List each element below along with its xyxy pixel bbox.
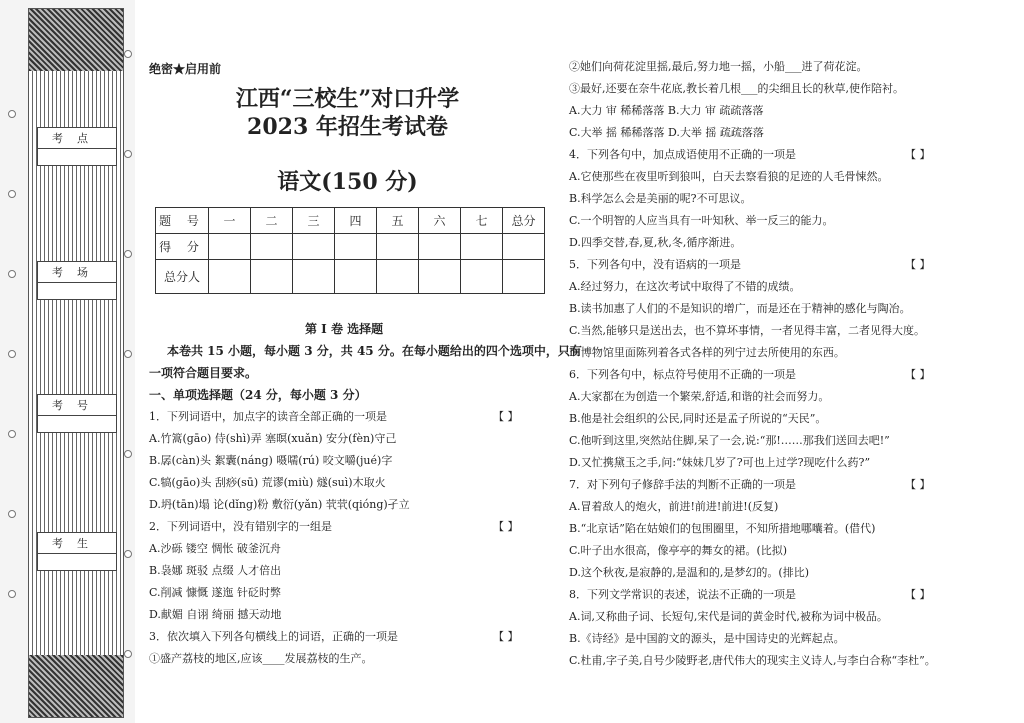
option-line: C.叶子出水很高，像亭亭的舞女的裙。(比拟) — [569, 544, 788, 557]
option-line: D.四季交替,春,夏,秋,冬,循序渐进。 — [569, 236, 742, 249]
question-3: 3．依次填入下列各句横线上的词语，正确的一项是 — [149, 630, 398, 643]
question-8: 8．下列文学常识的表述，说法不正确的一项是 — [569, 588, 796, 601]
question-4: 4．下列各句中，加点成语使用不正确的一项是 — [569, 148, 796, 161]
answer-bracket[interactable]: 【 】 — [905, 148, 931, 161]
exam-number-field[interactable] — [37, 394, 117, 433]
grader-cell[interactable] — [293, 260, 335, 294]
col-header: 五 — [377, 208, 419, 234]
option-line: A.竹篙(gāo) 侍(shì)弄 塞暝(xuǎn) 安分(fèn)守己 — [149, 432, 397, 445]
option-line: B.科学怎么会是美丽的呢?不可思议。 — [569, 192, 752, 205]
section-title: 第 I 卷 选择题 — [305, 322, 384, 336]
option-line: ①盛产荔枝的地区,应该____发展荔枝的生产。 — [149, 652, 373, 665]
sentence-line: ②她们向荷花淀里摇,最后,努力地一摇，小船___进了荷花淀。 — [569, 60, 868, 73]
col-header: 一 — [209, 208, 251, 234]
option-line: C.犒(gāo)头 刮痧(sū) 荒谬(miù) 燧(suì)木取火 — [149, 476, 386, 489]
examinee-label: 考生 — [38, 533, 116, 554]
option-line: B.读书加惠了人们的不是知识的增广，而是还在于精神的感化与陶冶。 — [569, 302, 911, 315]
grader-cell[interactable] — [461, 260, 503, 294]
option-line: D.又忙携黛玉之手,问:“妹妹几岁了?可也上过学?现吃什么药?” — [569, 456, 871, 469]
grader-cell[interactable] — [419, 260, 461, 294]
grader-cell[interactable] — [377, 260, 419, 294]
option-line: B.“北京话”陷在姑娘们的包围圈里，不知所措地哪囔着。(借代) — [569, 522, 876, 535]
question-1: 1．下列词语中，加点字的读音全部正确的一项是 — [149, 410, 387, 423]
subject-title: 语文(150 分) — [277, 169, 418, 195]
option-line: C.他听到这里,突然站住脚,呆了一会,说:“那!……那我们送回去吧!” — [569, 434, 890, 447]
col-header: 六 — [419, 208, 461, 234]
grader-row — [156, 260, 545, 294]
score-cell[interactable] — [335, 234, 377, 260]
option-line: A.冒着敌人的炮火，前进!前进!前进!(反复) — [569, 500, 779, 513]
option-line: B.《诗经》是中国韵文的源头，是中国诗史的光辉起点。 — [569, 632, 845, 645]
score-cell[interactable] — [503, 234, 545, 260]
question-2: 2．下列词语中，没有错别字的一组是 — [149, 520, 332, 533]
option-line: C.大举 摇 稀稀落落 D.大举 摇 疏疏落落 — [569, 126, 764, 139]
secret-mark: 绝密★启用前 — [149, 62, 222, 76]
option-line: A.词,又称曲子词、长短句,宋代是词的黄金时代,被称为词中极品。 — [569, 610, 888, 623]
answer-bracket[interactable]: 【 】 — [493, 410, 519, 423]
option-line: A.它使那些在夜里听到狼叫，白天去察看狼的足迹的人毛骨悚然。 — [569, 170, 889, 183]
instruction-line2: 一项符合题目要求。 — [149, 366, 258, 380]
score-row — [156, 234, 545, 260]
option-line: B.袅娜 斑驳 点缀 人才倍出 — [149, 564, 282, 577]
option-line: D.坍(tān)塌 论(dǐng)粉 敷衍(yǎn) 茕茕(qióng)孑立 — [149, 498, 410, 511]
sentence-line: ③最好,还要在奈牛花底,教长着几根___的尖细且长的秋草,使作陪衬。 — [569, 82, 904, 95]
option-line: A.大家都在为创造一个繁荣,舒适,和谐的社会而努力。 — [569, 390, 830, 403]
score-cell[interactable] — [461, 234, 503, 260]
option-line: C.削减 慷慨 遂迤 针砭时弊 — [149, 586, 282, 599]
examinee-field[interactable] — [37, 532, 117, 571]
exam-site-label: 考点 — [38, 128, 116, 149]
grader-cell[interactable] — [335, 260, 377, 294]
option-line: A.经过努力，在这次考试中取得了不错的成绩。 — [569, 280, 801, 293]
binding-strip — [0, 0, 135, 723]
col-header: 四 — [335, 208, 377, 234]
option-line: B.孱(càn)头 絮囊(náng) 嗫嚅(rú) 咬文嚼(jué)字 — [149, 454, 393, 467]
instruction-line1: 本卷共 15 小题，每小题 3 分，共 45 分。在每小题给出的四个选项中，只有 — [167, 344, 582, 358]
grader-cell[interactable] — [503, 260, 545, 294]
exam-title-line2: 2023 年招生考试卷 — [247, 114, 448, 140]
part-title: 一、单项选择题（24 分，每小题 3 分） — [149, 388, 367, 402]
col-header: 总分 — [503, 208, 545, 234]
score-table-header-row — [156, 208, 545, 234]
grader-cell[interactable] — [209, 260, 251, 294]
option-line: C.杜甫,字子美,自号少陵野老,唐代伟大的现实主义诗人,与李白合称“李杜”。 — [569, 654, 936, 667]
punch-holes-left — [8, 0, 20, 723]
answer-bracket[interactable]: 【 】 — [905, 478, 931, 491]
binding-area — [28, 8, 124, 718]
question-5: 5．下列各句中，没有语病的一项是 — [569, 258, 741, 271]
col-header: 三 — [293, 208, 335, 234]
answer-bracket[interactable]: 【 】 — [905, 258, 931, 271]
option-line: C.当然,能够只是送出去，也不算坏事情，一者见得丰富，二者见得大度。 — [569, 324, 926, 337]
option-line: A.沙砾 镂空 惆怅 破釜沉舟 — [149, 542, 281, 555]
exam-room-field[interactable] — [37, 261, 117, 300]
score-cell[interactable] — [377, 234, 419, 260]
hatch-pattern-bottom — [29, 655, 123, 717]
answer-bracket[interactable]: 【 】 — [493, 520, 519, 533]
grader-cell[interactable] — [251, 260, 293, 294]
row-header-question: 题 号 — [156, 208, 209, 234]
option-line: A.大力 审 稀稀落落 B.大力 审 疏疏落落 — [569, 104, 764, 117]
question-6: 6．下列各句中，标点符号使用不正确的一项是 — [569, 368, 796, 381]
hatch-pattern-top — [29, 9, 123, 71]
col-header: 二 — [251, 208, 293, 234]
answer-bracket[interactable]: 【 】 — [905, 588, 931, 601]
score-cell[interactable] — [419, 234, 461, 260]
answer-bracket[interactable]: 【 】 — [493, 630, 519, 643]
option-line: C.一个明智的人应当具有一叶知秋、举一反三的能力。 — [569, 214, 834, 227]
answer-bracket[interactable]: 【 】 — [905, 368, 931, 381]
option-line: B.他是社会组织的公民,同时还是孟子所说的“天民”。 — [569, 412, 827, 425]
score-cell[interactable] — [293, 234, 335, 260]
option-line: D.博物馆里面陈列着各式各样的列宁过去所使用的东西。 — [569, 346, 845, 359]
exam-room-label: 考场 — [38, 262, 116, 283]
score-table — [155, 207, 545, 294]
question-7: 7．对下列句子修辞手法的判断不正确的一项是 — [569, 478, 796, 491]
row-header-score: 得 分 — [156, 234, 209, 260]
score-cell[interactable] — [251, 234, 293, 260]
punch-holes-right — [124, 0, 136, 723]
col-header: 七 — [461, 208, 503, 234]
option-line: D.献媚 自诩 绮丽 撼天动地 — [149, 608, 282, 621]
exam-site-field[interactable] — [37, 127, 117, 166]
row-header-grader: 总分人 — [156, 260, 209, 294]
exam-title-line1: 江西“三校生”对口升学 — [235, 86, 460, 112]
exam-number-label: 考号 — [38, 395, 116, 416]
option-line: D.这个秋夜,是寂静的,是温和的,是梦幻的。(排比) — [569, 566, 809, 579]
score-cell[interactable] — [209, 234, 251, 260]
